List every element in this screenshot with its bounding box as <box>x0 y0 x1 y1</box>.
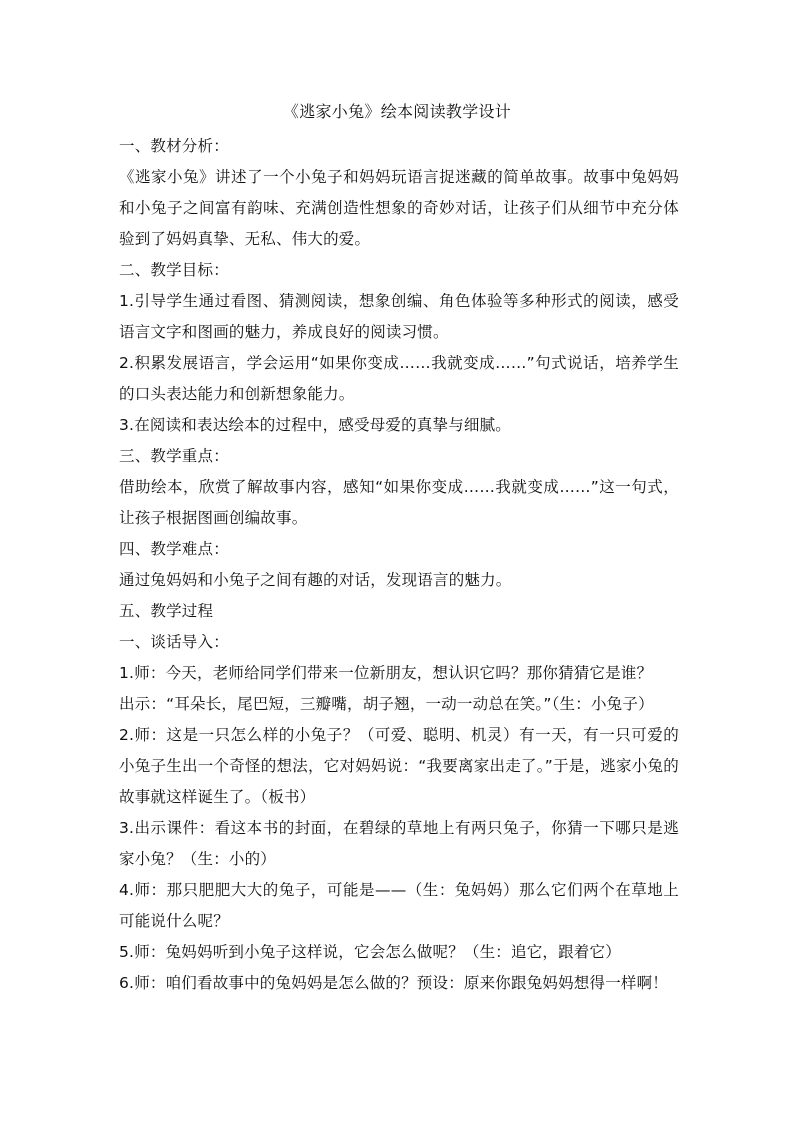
heading-key-points: 三、教学重点： <box>119 447 229 465</box>
document-body <box>119 131 679 999</box>
paragraph-step-3: 3.出示课件：看这本书的封面，在碧绿的草地上有两只兔子，你猜一下哪只是逃家小兔？（生：小的） <box>119 819 679 868</box>
paragraph-key-points: 借助绘本，欣赏了解故事内容，感知“如果你变成……我就变成……”这一句式，让孩子根据图画创编故事。 <box>119 478 679 527</box>
paragraph-riddle: 出示：“耳朵长，尾巴短，三瓣嘴，胡子翘，一动一动总在笑。”（生：小兔子） <box>119 695 654 713</box>
heading-introduction: 一、谈话导入： <box>119 633 229 651</box>
paragraph-step-2: 2.师：这是一只怎么样的小兔子？（可爱、聪明、机灵）有一天，有一只可爱的小兔子生出一个奇怪的想法，它对妈妈说：“我要离家出走了。”于是，逃家小兔的故事就这样诞生了。（板书） <box>119 726 679 806</box>
paragraph-step-1: 1.师：今天，老师给同学们带来一位新朋友，想认识它吗？那你猜猜它是谁？ <box>119 664 653 682</box>
paragraph-goal-2: 2.积累发展语言，学会运用“如果你变成……我就变成……”句式说话，培养学生的口头表达能力和创新想象能力。 <box>119 354 679 403</box>
document-title: 《逃家小兔》绘本阅读教学设计 <box>282 102 512 121</box>
paragraph-goal-3: 3.在阅读和表达绘本的过程中，感受母爱的真挚与细腻。 <box>119 416 511 434</box>
paragraph-difficulties: 通过兔妈妈和小兔子之间有趣的对话，发现语言的魅力。 <box>119 571 512 589</box>
heading-teaching-goals: 二、教学目标： <box>119 261 229 279</box>
heading-difficulties: 四、教学难点： <box>119 540 229 558</box>
paragraph-goal-1: 1.引导学生通过看图、猜测阅读，想象创编、角色体验等多种形式的阅读，感受语言文字和图画的魅力，养成良好的阅读习惯。 <box>119 292 679 341</box>
paragraph-step-4: 4.师：那只肥肥大大的兔子，可能是——（生：兔妈妈）那么它们两个在草地上可能说什么呢？ <box>119 881 679 930</box>
paragraph-step-6: 6.师：咱们看故事中的兔妈妈是怎么做的？预设：原来你跟兔妈妈想得一样啊！ <box>119 974 668 992</box>
heading-teaching-process: 五、教学过程 <box>119 602 214 620</box>
heading-textbook-analysis: 一、教材分析： <box>119 137 229 155</box>
paragraph-step-5: 5.师：兔妈妈听到小兔子这样说，它会怎么做呢？（生：追它，跟着它） <box>119 943 621 961</box>
paragraph-analysis-text: 《逃家小兔》讲述了一个小兔子和妈妈玩语言捉迷藏的简单故事。故事中兔妈妈和小兔子之间富有韵味、充满创造性想象的奇妙对话，让孩子们从细节中充分体验到了妈妈真挚、无私、伟大的爱。 <box>119 168 679 248</box>
